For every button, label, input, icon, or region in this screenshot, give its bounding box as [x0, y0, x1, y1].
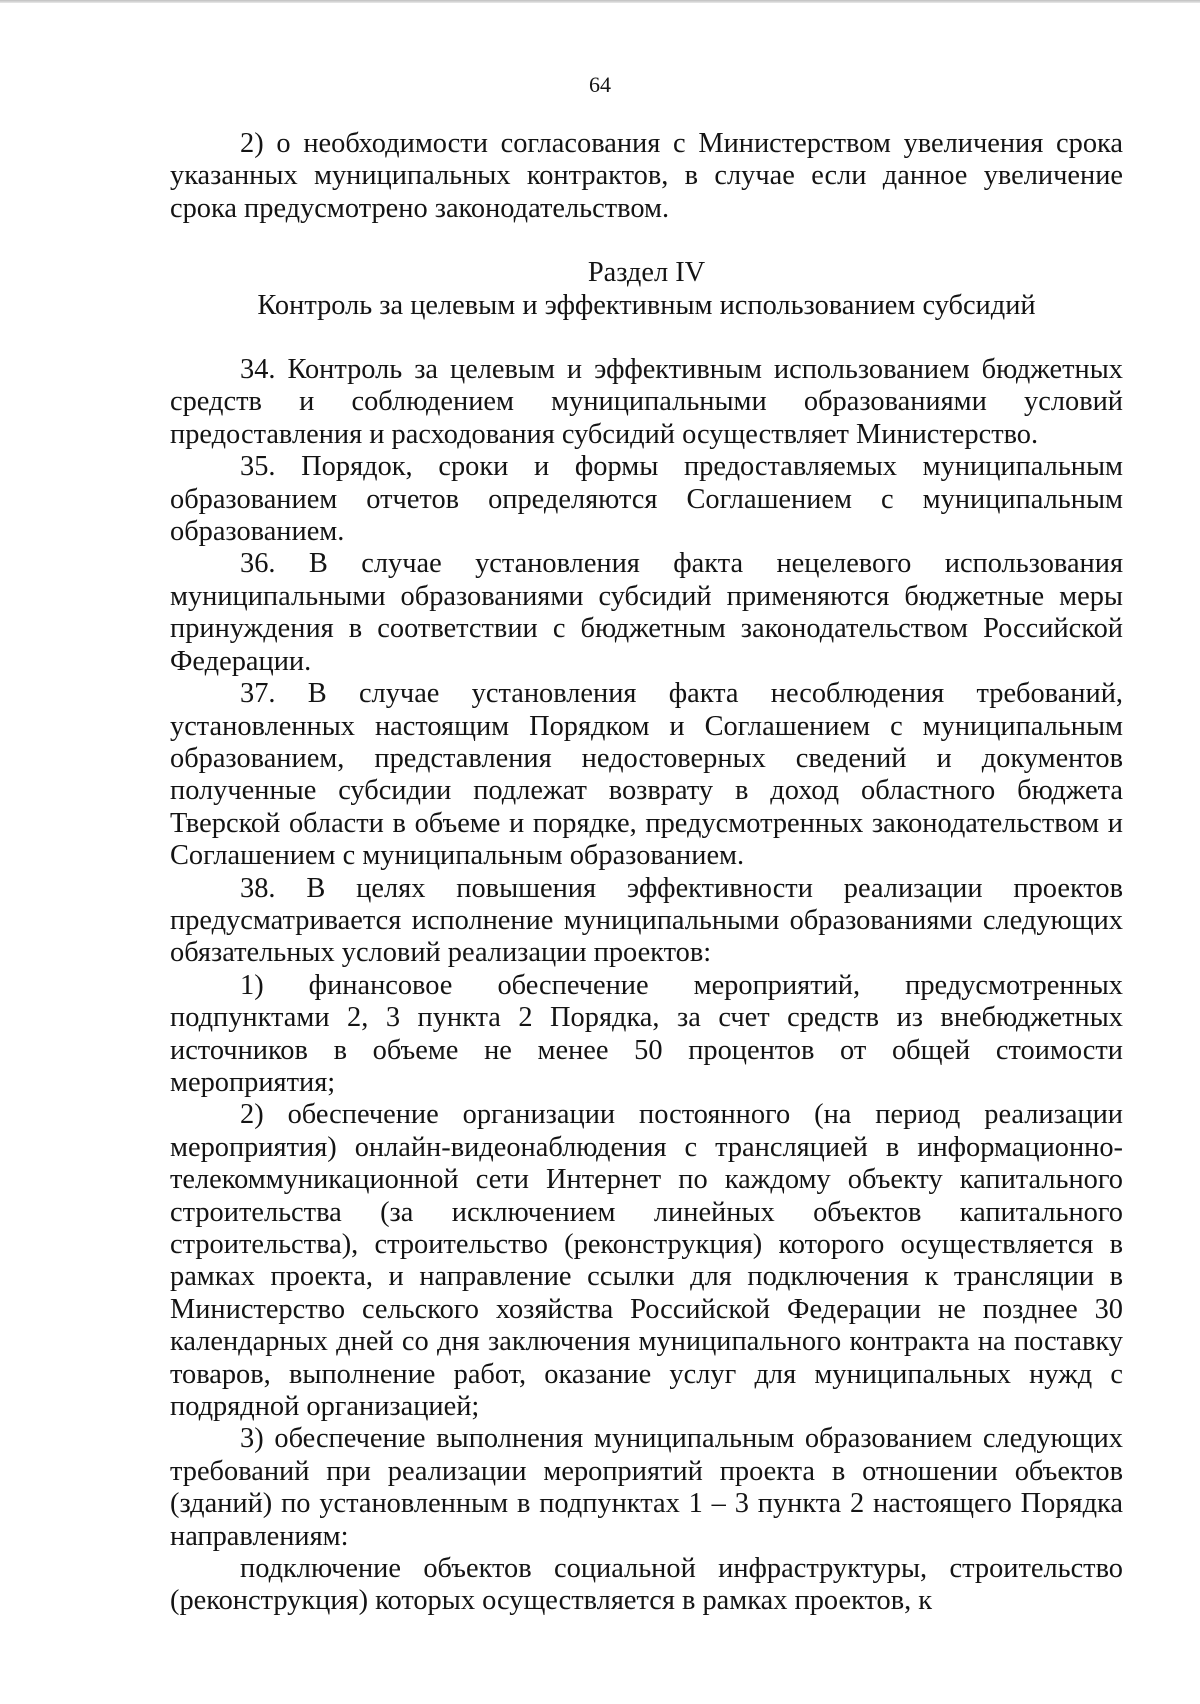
subparagraph-38-3: 3) обеспечение выполнения муниципальным образованием следующих требований при реализации мероприятий проекта в отношении объектов (зданий) по установленным в подпунктах 1 – 3 пункта 2 настоящего Порядка направлениям:: [170, 1423, 1123, 1552]
paragraph-34: 34. Контроль за целевым и эффективным использованием бюджетных средств и соблюдением муниципальными образованиями условий предоставления и расходования субсидий осуществляет Министерство.: [170, 354, 1123, 450]
paragraph-37: 37. В случае установления факта несоблюдения требований, установленных настоящим Порядком и Соглашением с муниципальным образованием, представления недостоверных сведений и документов полученные субсидии подлежат возврату в доход областного бюджета Тверской области в объеме и порядке, предусмотренных законодательством и Соглашением с муниципальным образованием.: [170, 678, 1123, 872]
paragraph-36: 36. В случае установления факта нецелевого использования муниципальными образованиями субсидий применяются бюджетные меры принуждения в соответствии с бюджетным законодательством Российской Федерации.: [170, 548, 1123, 677]
section-label: Раздел IV: [587, 257, 706, 289]
subparagraph-38-2: 2) обеспечение организации постоянного (на период реализации мероприятия) онлайн-видеонаблюдения с трансляцией в информационно-телекоммуникационной сети Интернет по каждому объекту капитального строительства (за исключением линейных объектов капитального строительства), строительство (реконструкция) которого осуществляется в рамках проекта, и направление ссылки для подключения к трансляции в Министерство сельского хозяйства Российской Федерации не позднее 30 календарных дней со дня заключения муниципального контракта на поставку товаров, выполнение работ, оказание услуг для муниципальных нужд с подрядной организацией;: [170, 1099, 1123, 1423]
page-number: 64: [589, 72, 611, 97]
subparagraph-38-1: 1) финансовое обеспечение мероприятий, предусмотренных подпунктами 2, 3 пункта 2 Порядка, за счет средств из внебюджетных источников в объеме не менее 50 процентов от общей стоимости мероприятия;: [170, 969, 1123, 1098]
scan-edge: [0, 0, 1200, 3]
paragraph-infrastructure-connection: подключение объектов социальной инфраструктуры, строительство (реконструкция) которых осуществляется в рамках проектов, к: [170, 1553, 1123, 1617]
section-title: Контроль за целевым и эффективным использованием субсидий: [257, 289, 1036, 321]
paragraph-38: 38. В целях повышения эффективности реализации проектов предусматривается исполнение муниципальными образованиями следующих обязательных условий реализации проектов:: [170, 872, 1123, 969]
paragraph-35: 35. Порядок, сроки и формы предоставляемых муниципальным образованием отчетов определяются Соглашением с муниципальным образованием.: [170, 451, 1123, 548]
document-body: [170, 128, 1123, 1618]
paragraph-intro-item-2: 2) о необходимости согласования с Министерством увеличения срока указанных муниципальных контрактов, в случае если данное увеличение срока предусмотрено законодательством.: [170, 128, 1123, 224]
spacer: [170, 225, 1123, 257]
spacer: [170, 322, 1123, 354]
